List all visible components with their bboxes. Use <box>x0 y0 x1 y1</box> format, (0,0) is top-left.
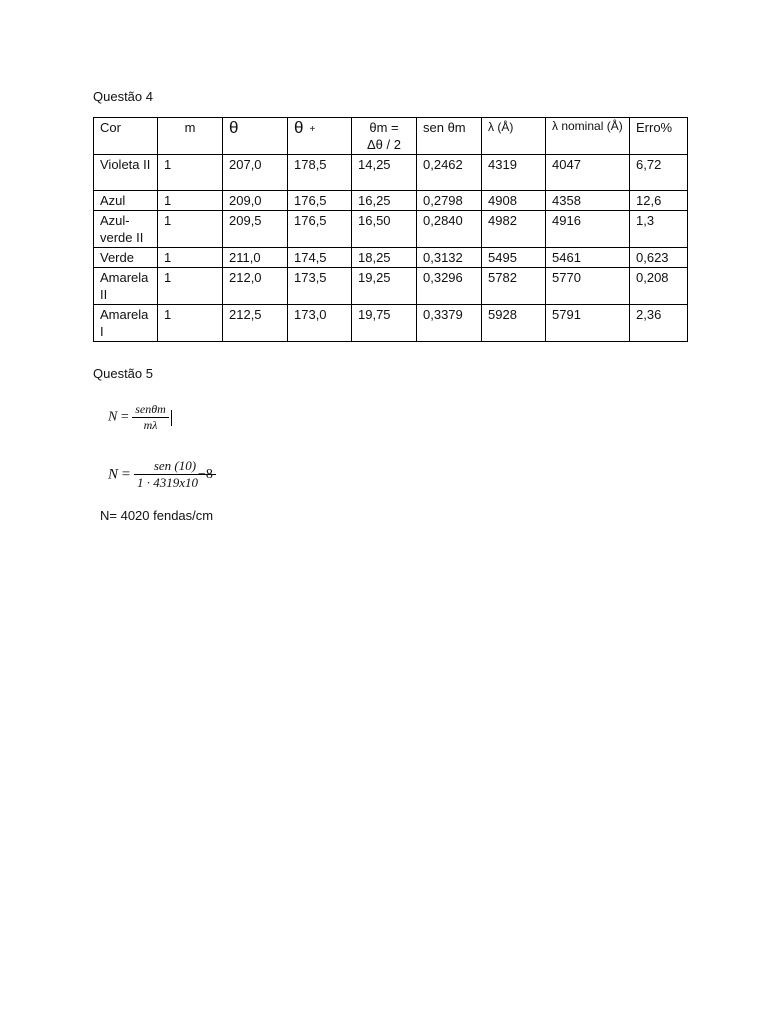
table-row <box>94 211 688 248</box>
cell-sen: 0,2840 <box>417 211 482 248</box>
cell-theta: 209,0 <box>223 191 288 211</box>
cell-cor: Violeta II <box>94 155 158 191</box>
cell-cor: Amarela I <box>94 305 158 342</box>
cell-lambda: 5928 <box>482 305 546 342</box>
cell-cor: Amarela II <box>94 268 158 305</box>
cell-sen: 0,3379 <box>417 305 482 342</box>
cell-lambda: 4319 <box>482 155 546 191</box>
cell-theta-plus: 176,5 <box>288 211 352 248</box>
cell-theta-m: 19,75 <box>352 305 417 342</box>
cell-theta-m: 18,25 <box>352 248 417 268</box>
table-row <box>94 268 688 305</box>
cell-theta-plus: 173,5 <box>288 268 352 305</box>
formula1-denominator: mλ <box>143 418 158 432</box>
header-erro: Erro% <box>630 118 688 155</box>
cell-lambda-nominal: 4047 <box>546 155 630 191</box>
cell-theta-m: 16,50 <box>352 211 417 248</box>
header-theta-m <box>352 118 417 155</box>
result-text: N= 4020 fendas/cm <box>100 508 214 523</box>
header-plus-sign: + <box>309 124 316 135</box>
cell-theta: 212,5 <box>223 305 288 342</box>
formula1-equals: = <box>120 409 129 425</box>
header-theta <box>223 118 288 155</box>
header-lambda: λ (Å) <box>482 118 546 155</box>
cell-lambda: 4982 <box>482 211 546 248</box>
results-table <box>93 117 688 342</box>
cell-erro: 12,6 <box>630 191 688 211</box>
cell-m: 1 <box>158 248 223 268</box>
cell-erro: 1,3 <box>630 211 688 248</box>
cell-erro: 2,36 <box>630 305 688 342</box>
table-header-row <box>94 118 688 155</box>
cell-theta-plus: 178,5 <box>288 155 352 191</box>
cell-cor: Azul <box>94 191 158 211</box>
table-row <box>94 305 688 342</box>
cell-cor: Verde <box>94 248 158 268</box>
header-lambda-nominal: λ nominal (Å) <box>546 118 630 155</box>
formula-n-substituted <box>108 458 216 492</box>
cell-m: 1 <box>158 191 223 211</box>
cell-m: 1 <box>158 305 223 342</box>
cell-lambda-nominal: 5791 <box>546 305 630 342</box>
formula2-denominator-base: 1 · 4319x10 <box>136 475 199 490</box>
formula2-fraction <box>134 458 216 492</box>
cell-theta: 211,0 <box>223 248 288 268</box>
cell-sen: 0,3132 <box>417 248 482 268</box>
table-row <box>94 248 688 268</box>
cell-theta-plus: 176,5 <box>288 191 352 211</box>
header-theta-plus-symbol: θ <box>294 118 304 137</box>
formula1-lhs: N <box>108 409 118 425</box>
cell-m: 1 <box>158 268 223 305</box>
cell-lambda-nominal: 4358 <box>546 191 630 211</box>
cell-cor: Azul-verde II <box>94 211 158 248</box>
cell-m: 1 <box>158 211 223 248</box>
formula2-denominator <box>134 467 216 492</box>
cell-theta-plus: 174,5 <box>288 248 352 268</box>
header-theta-plus <box>288 118 352 155</box>
cell-lambda-nominal: 5461 <box>546 248 630 268</box>
formula1-fraction <box>132 402 169 433</box>
header-theta-m-line1: θm = <box>369 120 399 135</box>
formula2-lhs: N <box>108 466 119 483</box>
header-theta-symbol: θ <box>229 118 239 137</box>
cell-theta: 207,0 <box>223 155 288 191</box>
text-cursor <box>171 410 172 426</box>
cell-m: 1 <box>158 155 223 191</box>
cell-lambda: 5782 <box>482 268 546 305</box>
table-row <box>94 191 688 211</box>
header-m: m <box>158 118 223 155</box>
cell-theta: 209,5 <box>223 211 288 248</box>
header-cor: Cor <box>94 118 158 155</box>
cell-erro: 6,72 <box>630 155 688 191</box>
cell-theta-plus: 173,0 <box>288 305 352 342</box>
formula-n-general <box>108 402 172 433</box>
cell-theta: 212,0 <box>223 268 288 305</box>
formula2-numerator: sen (10) <box>134 458 216 475</box>
cell-lambda-nominal: 5770 <box>546 268 630 305</box>
cell-sen: 0,2798 <box>417 191 482 211</box>
header-sen: sen θm <box>417 118 482 155</box>
cell-lambda: 5495 <box>482 248 546 268</box>
formula2-equals: = <box>121 466 131 483</box>
questao-4-heading: Questão 4 <box>93 89 153 104</box>
cell-sen: 0,2462 <box>417 155 482 191</box>
cell-lambda-nominal: 4916 <box>546 211 630 248</box>
cell-theta-m: 16,25 <box>352 191 417 211</box>
cell-erro: 0,208 <box>630 268 688 305</box>
cell-theta-m: 14,25 <box>352 155 417 191</box>
formula2-exponent: −8 <box>198 467 213 482</box>
questao-5-heading: Questão 5 <box>93 366 153 381</box>
formula1-numerator: senθm <box>132 402 169 418</box>
table-row <box>94 155 688 191</box>
cell-sen: 0,3296 <box>417 268 482 305</box>
cell-theta-m: 19,25 <box>352 268 417 305</box>
cell-lambda: 4908 <box>482 191 546 211</box>
header-theta-m-line2: Δθ / 2 <box>367 137 401 152</box>
cell-erro: 0,623 <box>630 248 688 268</box>
